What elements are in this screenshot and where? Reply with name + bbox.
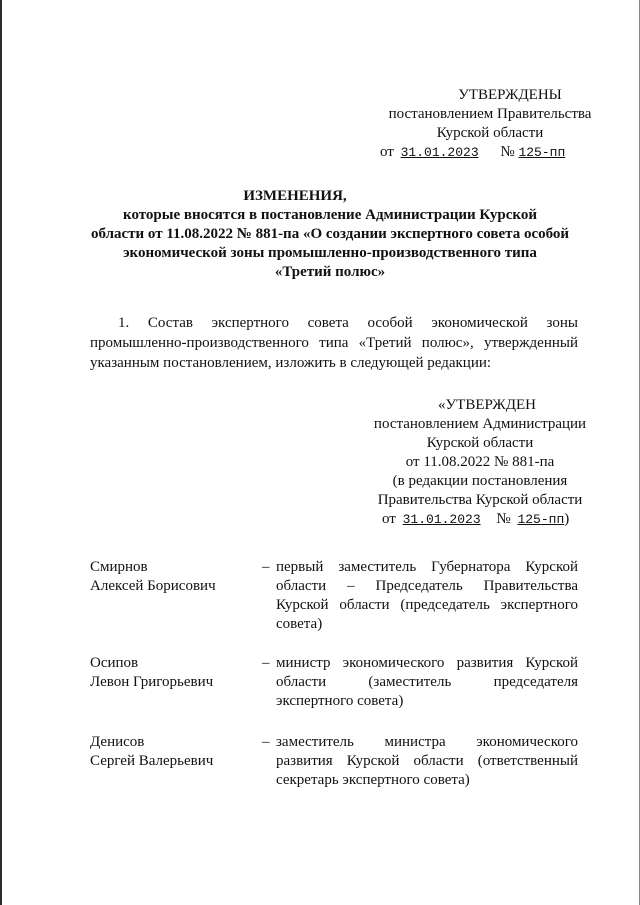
member-surname: Смирнов — [90, 559, 148, 575]
approval-number-sign: № — [496, 511, 511, 527]
title-line: которые вносятся в постановление Администрации Курской — [123, 207, 537, 223]
approval-heading: УТВЕРЖДЕНЫ — [458, 87, 562, 103]
approval-block-top — [370, 86, 610, 162]
approval-line: постановлением Администрации — [373, 416, 587, 432]
member-surname: Денисов — [90, 734, 145, 750]
approval-line: Курской области — [426, 435, 534, 451]
approval-block-inner — [360, 396, 600, 529]
role-line: заместитель министра экономического — [276, 734, 578, 750]
role-line: Курской области (председатель экспертного — [276, 597, 578, 613]
approval-line: Правительства Курской области — [377, 492, 583, 508]
paragraph-line: 1. Состав экспертного совета особой экономической зоны — [118, 315, 578, 331]
approval-heading: «УТВЕРЖДЕН — [438, 397, 536, 413]
title-heading: ИЗМЕНЕНИЯ, — [243, 188, 347, 204]
approval-number: 125-пп — [518, 145, 566, 160]
scan-edge-left — [0, 0, 2, 905]
role-line: области (заместитель председателя — [276, 674, 578, 690]
role-line: развития Курской области (ответственный — [276, 753, 578, 769]
member-role — [276, 558, 578, 634]
approval-line: Курской области — [436, 125, 544, 141]
paragraph-line: промышленно-производственного типа «Третий полюс», утвержденный — [90, 335, 578, 351]
title-line: «Третий полюс» — [274, 264, 386, 280]
role-line: области – Председатель Правительства — [276, 578, 578, 594]
title-line: области от 11.08.2022 № 881-па «О создании экспертного совета особой — [90, 226, 570, 242]
approval-line: постановлением Правительства — [388, 106, 592, 122]
member-given-name: Алексей Борисович — [90, 578, 216, 594]
approval-from-label: от — [382, 511, 396, 527]
member-dash: – — [262, 655, 270, 671]
member-dash: – — [262, 734, 270, 750]
paragraph-line: указанным постановлением, изложить в следующей редакции: — [90, 355, 492, 371]
paragraph-1 — [90, 313, 578, 373]
member-given-name: Сергей Валерьевич — [90, 753, 214, 769]
member-role — [276, 654, 578, 711]
member-given-name: Левон Григорьевич — [90, 674, 214, 690]
role-line: секретарь экспертного совета) — [276, 772, 470, 788]
role-line: министр экономического развития Курской — [276, 655, 578, 671]
title-line: экономической зоны промышленно-производственного типа — [123, 245, 537, 261]
member-surname: Осипов — [90, 655, 139, 671]
approval-date: 31.01.2023 — [402, 512, 481, 527]
role-line: первый заместитель Губернатора Курской — [276, 559, 578, 575]
approval-number-sign: № — [500, 144, 515, 160]
role-line: экспертного совета) — [276, 693, 404, 709]
member-name — [90, 654, 260, 692]
member-role — [276, 733, 578, 790]
role-line: совета) — [276, 616, 323, 632]
member-name — [90, 733, 260, 771]
member-dash: – — [262, 559, 270, 575]
approval-date-line — [370, 143, 610, 162]
member-name — [90, 558, 260, 596]
approval-line: (в редакции постановления — [392, 473, 568, 489]
document-title — [40, 187, 620, 282]
approval-number: 125-пп — [517, 512, 565, 527]
approval-line: от 11.08.2022 № 881-па — [405, 454, 555, 470]
approval-date: 31.01.2023 — [400, 145, 479, 160]
approval-closing: ) — [564, 511, 570, 527]
approval-date-line — [360, 510, 600, 529]
approval-from-label: от — [380, 144, 394, 160]
